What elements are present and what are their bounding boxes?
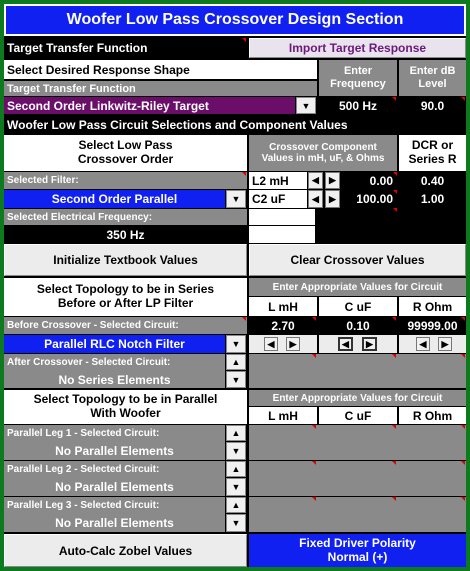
enter-db-label: Enter dB [409, 65, 456, 78]
comment-marker [312, 461, 316, 465]
dcr-line1: DCR or [411, 138, 454, 153]
spin-right-icon[interactable]: ▶ [325, 172, 340, 189]
parallel-col-l: L mH [249, 407, 317, 424]
dcr-value[interactable]: 0.40 [399, 172, 466, 189]
lp-order-line1: Select Low Pass [78, 138, 173, 153]
dcr-header [399, 135, 466, 171]
enter-label: Enter [343, 65, 373, 78]
series-col-l: L mH [249, 297, 317, 316]
comment-marker [312, 497, 316, 501]
comment-marker [461, 461, 465, 465]
lp-order-header [4, 135, 247, 171]
comment-marker [392, 317, 396, 321]
component-name: L2 mH [249, 172, 307, 189]
page-title: Woofer Low Pass Crossover Design Section [4, 4, 466, 36]
spin-left-icon[interactable]: ◀ [308, 190, 323, 208]
target-transfer-heading: Target Transfer Function [4, 38, 247, 58]
target-function-label: Target Transfer Function [4, 81, 317, 96]
comment-marker [393, 190, 397, 194]
parallel-line2: With Woofer [90, 406, 161, 420]
initialize-values-button[interactable]: Initialize Textbook Values [4, 244, 247, 276]
component-name: C2 uF [249, 190, 307, 208]
auto-calc-zobel-button[interactable]: Auto-Calc Zobel Values [4, 534, 247, 567]
spin-right-icon[interactable]: ▶ [325, 190, 340, 208]
selected-filter-label: Selected Filter: [4, 172, 247, 189]
blank-cell [249, 226, 315, 243]
polarity-line1: Fixed Driver Polarity [299, 535, 416, 550]
comment-marker [242, 172, 246, 176]
l-spinner-bar [249, 335, 317, 353]
level-input[interactable]: 90.0 [399, 97, 466, 114]
series-col-c: C uF [319, 297, 397, 316]
comment-marker [392, 97, 396, 101]
comment-marker [312, 317, 316, 321]
parallel-leg1-select[interactable]: No Parallel Elements [4, 442, 225, 460]
selected-frequency-label: Selected Electrical Frequency: [4, 209, 247, 225]
spin-left-icon[interactable]: ◀ [416, 337, 430, 351]
spin-left-icon[interactable]: ◀ [264, 337, 278, 351]
leg3-values-blank [249, 497, 466, 532]
comment-marker [461, 97, 465, 101]
comment-marker [242, 317, 246, 321]
comment-marker [461, 497, 465, 501]
parallel-line1: Select Topology to be in Parallel [33, 392, 218, 407]
series-topology-header [4, 278, 247, 316]
driver-polarity-button[interactable] [249, 534, 466, 567]
after-values-blank [249, 354, 466, 388]
level-label: Level [418, 78, 447, 90]
spin-right-icon[interactable]: ▶ [362, 337, 377, 351]
spin-up-icon[interactable]: ▲ [226, 497, 246, 513]
dcr-line2: Series R [408, 152, 457, 166]
chevron-down-icon[interactable]: ▼ [226, 190, 246, 208]
leg2-values-blank [249, 461, 466, 496]
frequency-label: Frequency [330, 78, 386, 90]
comment-marker [461, 317, 465, 321]
component-line2: Values in mH, uF, & Ohms [261, 153, 385, 164]
component-line1: Crossover Component [269, 141, 377, 153]
comment-marker [392, 497, 396, 501]
lp-section-heading: Woofer Low Pass Circuit Selections and Component Values [4, 115, 466, 134]
target-select[interactable]: Second Order Linkwitz-Riley Target [4, 97, 295, 114]
comment-marker [242, 38, 246, 42]
chevron-down-icon[interactable]: ▼ [226, 478, 246, 496]
series-line2: Before or After LP Filter [57, 296, 194, 310]
comment-marker [393, 172, 397, 176]
after-crossover-label: After Crossover - Selected Circuit: [4, 354, 225, 371]
parallel-leg2-select[interactable]: No Parallel Elements [4, 478, 225, 496]
parallel-leg2-label: Parallel Leg 2 - Selected Circuit: [4, 461, 225, 478]
comment-marker [461, 425, 465, 429]
import-target-button[interactable]: Import Target Response [249, 38, 466, 58]
component-values-header [249, 135, 397, 171]
blank-cell [249, 209, 315, 225]
chevron-down-icon[interactable]: ▼ [226, 442, 246, 460]
filter-select[interactable]: Second Order Parallel [4, 190, 225, 208]
comment-marker [392, 425, 396, 429]
spin-right-icon[interactable]: ▶ [286, 337, 300, 351]
polarity-line2: Normal (+) [327, 549, 388, 564]
series-line1: Select Topology to be in Series [36, 282, 215, 297]
parallel-leg3-select[interactable]: No Parallel Elements [4, 514, 225, 532]
spin-right-icon[interactable]: ▶ [438, 337, 452, 351]
c-spinner-bar [319, 335, 397, 353]
level-header [399, 60, 466, 96]
before-r-value[interactable]: 99999.00 [399, 317, 466, 334]
comment-marker [392, 461, 396, 465]
select-shape-label: Select Desired Response Shape [4, 60, 317, 79]
parallel-enter-values: Enter Appropriate Values for Circuit [249, 390, 466, 406]
chevron-down-icon[interactable]: ▼ [226, 514, 246, 532]
lp-order-line2: Crossover Order [77, 152, 174, 166]
series-enter-values: Enter Appropriate Values for Circuit [249, 278, 466, 296]
spin-left-icon[interactable]: ◀ [308, 172, 323, 189]
chevron-down-icon[interactable]: ▼ [226, 371, 246, 388]
parallel-leg3-label: Parallel Leg 3 - Selected Circuit: [4, 497, 225, 514]
spin-up-icon[interactable]: ▲ [226, 461, 246, 477]
frequency-input[interactable]: 500 Hz [319, 97, 397, 114]
component-value[interactable]: 0.00 [342, 172, 397, 189]
comment-marker [461, 354, 465, 358]
comment-marker [312, 425, 316, 429]
dcr-value[interactable]: 1.00 [399, 190, 466, 208]
crossover-design-panel [4, 4, 466, 567]
before-crossover-label: Before Crossover - Selected Circuit: [4, 317, 247, 334]
parallel-col-r: R Ohm [399, 407, 466, 424]
component-value[interactable]: 100.00 [342, 190, 397, 208]
series-col-r: R Ohm [399, 297, 466, 316]
leg1-values-blank [249, 425, 466, 460]
clear-values-button[interactable]: Clear Crossover Values [249, 244, 466, 276]
r-spinner-bar [399, 335, 466, 353]
chevron-down-icon[interactable]: ▼ [296, 97, 316, 114]
parallel-topology-header [4, 390, 247, 424]
comment-marker [312, 354, 316, 358]
spin-up-icon[interactable]: ▲ [226, 425, 246, 441]
comment-marker [392, 354, 396, 358]
before-circuit-select[interactable]: Parallel RLC Notch Filter [4, 335, 225, 353]
parallel-col-c: C uF [319, 407, 397, 424]
before-c-value[interactable]: 0.10 [319, 317, 397, 334]
after-circuit-select[interactable]: No Series Elements [4, 371, 225, 388]
spin-left-icon[interactable]: ◀ [338, 337, 353, 351]
parallel-leg1-label: Parallel Leg 1 - Selected Circuit: [4, 425, 225, 442]
comment-marker [393, 208, 397, 212]
spin-up-icon[interactable]: ▲ [226, 354, 246, 370]
selected-frequency-value: 350 Hz [4, 226, 247, 243]
chevron-down-icon[interactable]: ▼ [226, 335, 246, 353]
frequency-header [319, 60, 397, 96]
before-l-value[interactable]: 2.70 [249, 317, 317, 334]
